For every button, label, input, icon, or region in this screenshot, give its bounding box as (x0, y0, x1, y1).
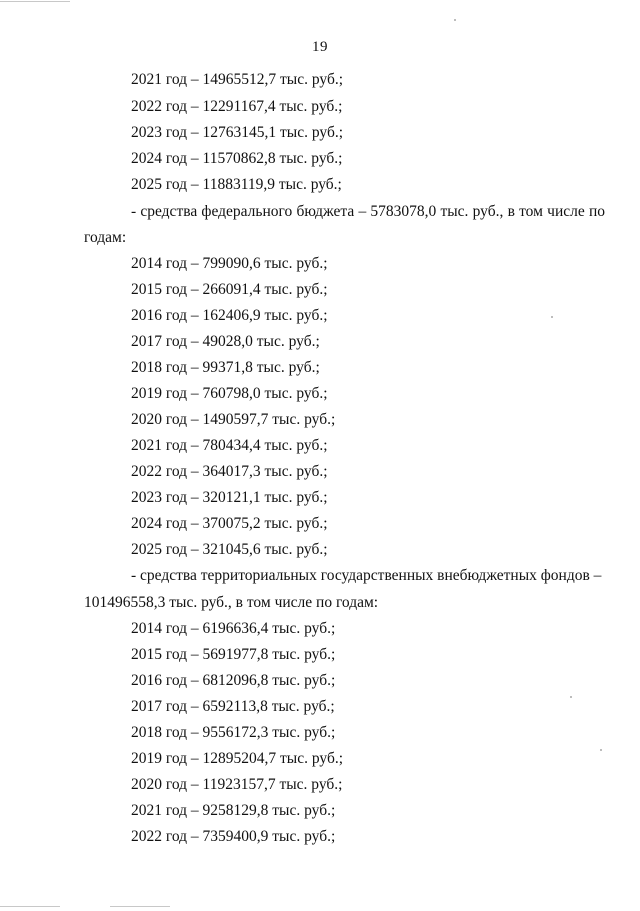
list-item: 2023 год – 12763145,1 тыс. руб.; (131, 124, 344, 141)
list-item: 2017 год – 49028,0 тыс. руб.; (131, 333, 320, 350)
scan-edge-mark (0, 1, 70, 2)
list-item: 2018 год – 9556172,3 тыс. руб.; (131, 724, 336, 741)
list-item: 2024 год – 11570862,8 тыс. руб.; (131, 150, 343, 167)
scan-speck (570, 696, 572, 698)
scan-speck (454, 19, 456, 21)
list-item: 2019 год – 760798,0 тыс. руб.; (131, 385, 328, 402)
list-item: 2016 год – 6812096,8 тыс. руб.; (131, 672, 336, 689)
list-item: 2020 год – 1490597,7 тыс. руб.; (131, 411, 336, 428)
list-item: 2016 год – 162406,9 тыс. руб.; (131, 307, 328, 324)
list-item: 2021 год – 9258129,8 тыс. руб.; (131, 802, 336, 819)
page-number: 19 (312, 39, 328, 55)
list-item: 2024 год – 370075,2 тыс. руб.; (131, 515, 328, 532)
list-item: 2014 год – 6196636,4 тыс. руб.; (131, 620, 336, 637)
scan-speck (551, 316, 553, 318)
list-item: 2018 год – 99371,8 тыс. руб.; (131, 359, 320, 376)
scan-speck (600, 749, 602, 751)
list-item: 2017 год – 6592113,8 тыс. руб.; (131, 698, 335, 715)
list-item: 2023 год – 320121,1 тыс. руб.; (131, 489, 328, 506)
list-item: 2022 год – 12291167,4 тыс. руб.; (131, 98, 343, 115)
list-item: 2022 год – 364017,3 тыс. руб.; (131, 463, 328, 480)
list-item: 2021 год – 14965512,7 тыс. руб.; (131, 71, 344, 88)
list-item: 2025 год – 11883119,9 тыс. руб.; (131, 176, 342, 193)
federal-budget-intro: - средства федерального бюджета – 5783078,0 тыс. руб., в том числе по (131, 203, 605, 220)
list-item: 2025 год – 321045,6 тыс. руб.; (131, 541, 328, 558)
list-item: 2021 год – 780434,4 тыс. руб.; (131, 437, 328, 454)
list-item: 2014 год – 799090,6 тыс. руб.; (131, 255, 328, 272)
territorial-funds-intro-cont: 101496558,3 тыс. руб., в том числе по годам: (84, 594, 379, 611)
list-item: 2020 год – 11923157,7 тыс. руб.; (131, 776, 343, 793)
scan-edge-mark (110, 906, 170, 907)
federal-budget-intro-cont: годам: (84, 229, 127, 246)
scan-edge-mark (0, 906, 60, 907)
list-item: 2022 год – 7359400,9 тыс. руб.; (131, 828, 336, 845)
list-item: 2015 год – 266091,4 тыс. руб.; (131, 281, 328, 298)
list-item: 2015 год – 5691977,8 тыс. руб.; (131, 646, 336, 663)
list-item: 2019 год – 12895204,7 тыс. руб.; (131, 750, 344, 767)
territorial-funds-intro: - средства территориальных государственных внебюджетных фондов – (131, 567, 602, 584)
